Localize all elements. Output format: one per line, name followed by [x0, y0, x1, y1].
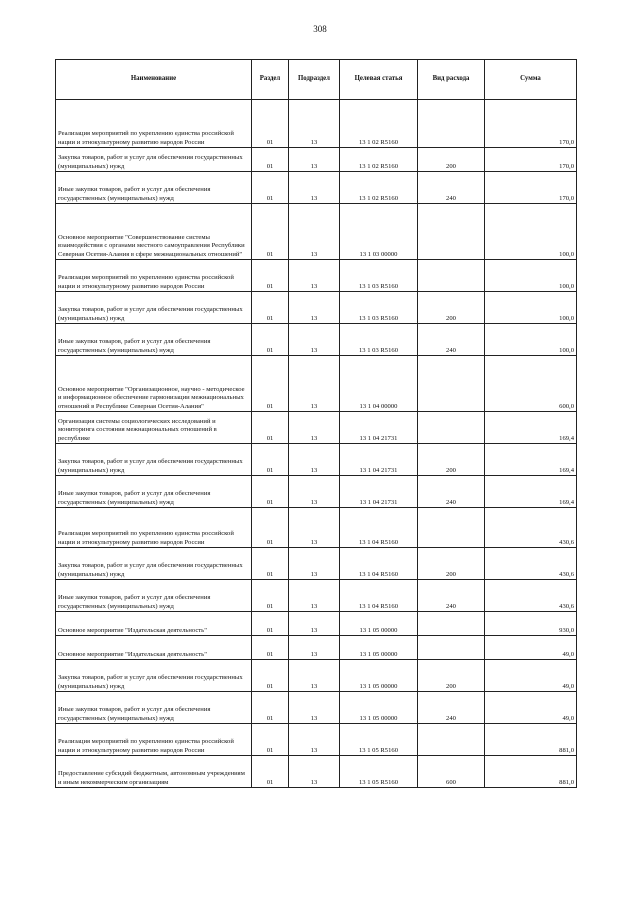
- row-summa: 881,0: [485, 756, 577, 788]
- row-razdel: 01: [252, 292, 289, 324]
- table-body: [56, 100, 577, 788]
- row-podrazdel: 13: [289, 260, 340, 292]
- row-statya: 13 1 04 00000: [340, 356, 418, 412]
- table-row: [56, 100, 577, 148]
- row-statya: 13 1 02 R5160: [340, 172, 418, 204]
- table-row: [56, 548, 577, 580]
- table-row: [56, 324, 577, 356]
- row-vid: [418, 260, 485, 292]
- row-statya: 13 1 04 R5160: [340, 508, 418, 548]
- row-vid: 240: [418, 172, 485, 204]
- row-podrazdel: 13: [289, 692, 340, 724]
- row-podrazdel: 13: [289, 636, 340, 660]
- table-row: [56, 444, 577, 476]
- row-summa: 49,0: [485, 636, 577, 660]
- row-name: Закупка товаров, работ и услуг для обеспечения государственных (муниципальных) нужд: [56, 148, 252, 172]
- header-statya: Целевая статья: [340, 60, 418, 100]
- row-razdel: 01: [252, 548, 289, 580]
- row-name: Закупка товаров, работ и услуг для обеспечения государственных (муниципальных) нужд: [56, 660, 252, 692]
- table-row: [56, 412, 577, 444]
- row-name: Иные закупки товаров, работ и услуг для обеспечения государственных (муниципальных) нужд: [56, 692, 252, 724]
- row-vid: [418, 412, 485, 444]
- row-vid: [418, 636, 485, 660]
- row-statya: 13 1 03 R5160: [340, 324, 418, 356]
- row-summa: 169,4: [485, 476, 577, 508]
- row-statya: 13 1 05 00000: [340, 692, 418, 724]
- row-summa: 100,0: [485, 324, 577, 356]
- row-podrazdel: 13: [289, 548, 340, 580]
- row-podrazdel: 13: [289, 756, 340, 788]
- header-razdel: Раздел: [252, 60, 289, 100]
- header-name: Наименование: [56, 60, 252, 100]
- row-name: Организация системы социологических исследований и мониторинга состояния межнациональных отношений в республике: [56, 412, 252, 444]
- row-summa: 170,0: [485, 172, 577, 204]
- row-summa: 49,0: [485, 660, 577, 692]
- row-statya: 13 1 05 00000: [340, 612, 418, 636]
- row-vid: 200: [418, 548, 485, 580]
- row-razdel: 01: [252, 756, 289, 788]
- row-name: Реализация мероприятий по укреплению единства российской нации и этнокультурному развитию народов России: [56, 260, 252, 292]
- row-razdel: 01: [252, 356, 289, 412]
- row-summa: 170,0: [485, 100, 577, 148]
- row-podrazdel: 13: [289, 580, 340, 612]
- row-podrazdel: 13: [289, 292, 340, 324]
- row-summa: 169,4: [485, 412, 577, 444]
- row-statya: 13 1 04 21731: [340, 476, 418, 508]
- row-name: Иные закупки товаров, работ и услуг для обеспечения государственных (муниципальных) нужд: [56, 476, 252, 508]
- table-row: [56, 172, 577, 204]
- row-name: Иные закупки товаров, работ и услуг для обеспечения государственных (муниципальных) нужд: [56, 580, 252, 612]
- row-vid: [418, 356, 485, 412]
- table-row: [56, 660, 577, 692]
- row-vid: 200: [418, 660, 485, 692]
- row-podrazdel: 13: [289, 612, 340, 636]
- row-razdel: 01: [252, 412, 289, 444]
- row-vid: 240: [418, 324, 485, 356]
- row-summa: 100,0: [485, 292, 577, 324]
- row-razdel: 01: [252, 324, 289, 356]
- row-statya: 13 1 04 R5160: [340, 548, 418, 580]
- row-razdel: 01: [252, 260, 289, 292]
- row-vid: 600: [418, 756, 485, 788]
- header-summa: Сумма: [485, 60, 577, 100]
- table-row: [56, 692, 577, 724]
- row-vid: [418, 724, 485, 756]
- row-name: Иные закупки товаров, работ и услуг для обеспечения государственных (муниципальных) нужд: [56, 324, 252, 356]
- header-podrazdel: Подраздел: [289, 60, 340, 100]
- row-podrazdel: 13: [289, 412, 340, 444]
- row-vid: 200: [418, 148, 485, 172]
- row-statya: 13 1 03 R5160: [340, 260, 418, 292]
- row-vid: 240: [418, 692, 485, 724]
- row-razdel: 01: [252, 692, 289, 724]
- row-summa: 169,4: [485, 444, 577, 476]
- page-number: 308: [313, 24, 327, 34]
- row-statya: 13 1 05 00000: [340, 636, 418, 660]
- row-statya: 13 1 05 00000: [340, 660, 418, 692]
- row-podrazdel: 13: [289, 508, 340, 548]
- row-vid: [418, 204, 485, 260]
- row-razdel: 01: [252, 100, 289, 148]
- row-summa: 930,0: [485, 612, 577, 636]
- row-summa: 100,0: [485, 204, 577, 260]
- row-razdel: 01: [252, 476, 289, 508]
- row-vid: [418, 508, 485, 548]
- row-statya: 13 1 05 R5160: [340, 724, 418, 756]
- row-statya: 13 1 04 R5160: [340, 580, 418, 612]
- row-razdel: 01: [252, 172, 289, 204]
- table-row: [56, 756, 577, 788]
- row-summa: 100,0: [485, 260, 577, 292]
- row-razdel: 01: [252, 580, 289, 612]
- row-vid: [418, 612, 485, 636]
- table-row: [56, 356, 577, 412]
- row-podrazdel: 13: [289, 356, 340, 412]
- budget-table: [55, 59, 577, 788]
- table-row: [56, 636, 577, 660]
- row-summa: 430,6: [485, 508, 577, 548]
- row-razdel: 01: [252, 724, 289, 756]
- row-razdel: 01: [252, 660, 289, 692]
- row-statya: 13 1 03 R5160: [340, 292, 418, 324]
- table-row: [56, 612, 577, 636]
- row-vid: 240: [418, 580, 485, 612]
- row-podrazdel: 13: [289, 100, 340, 148]
- row-summa: 430,6: [485, 548, 577, 580]
- table-row: [56, 580, 577, 612]
- header-vid: Вид расхода: [418, 60, 485, 100]
- table-row: [56, 508, 577, 548]
- table-row: [56, 204, 577, 260]
- table-row: [56, 260, 577, 292]
- row-razdel: 01: [252, 508, 289, 548]
- row-statya: 13 1 02 R5160: [340, 148, 418, 172]
- row-statya: 13 1 05 R5160: [340, 756, 418, 788]
- row-podrazdel: 13: [289, 324, 340, 356]
- row-name: Реализация мероприятий по укреплению единства российской нации и этнокультурному развитию народов России: [56, 724, 252, 756]
- row-vid: 200: [418, 444, 485, 476]
- row-podrazdel: 13: [289, 204, 340, 260]
- row-podrazdel: 13: [289, 476, 340, 508]
- row-podrazdel: 13: [289, 444, 340, 476]
- table-row: [56, 148, 577, 172]
- row-summa: 430,6: [485, 580, 577, 612]
- row-vid: [418, 100, 485, 148]
- row-name: Основное мероприятие "Организационное, научно - методическое и информационное обеспечение гармонизации межнациональных отношений в Республике Северная Осетия-Алания": [56, 356, 252, 412]
- row-vid: 240: [418, 476, 485, 508]
- row-name: Закупка товаров, работ и услуг для обеспечения государственных (муниципальных) нужд: [56, 292, 252, 324]
- row-summa: 49,0: [485, 692, 577, 724]
- row-name: Закупка товаров, работ и услуг для обеспечения государственных (муниципальных) нужд: [56, 548, 252, 580]
- table-header-row: [56, 60, 577, 100]
- row-statya: 13 1 03 00000: [340, 204, 418, 260]
- row-razdel: 01: [252, 444, 289, 476]
- row-podrazdel: 13: [289, 724, 340, 756]
- row-name: Основное мероприятие "Совершенствование системы взаимодействия с органами местного самоуправления Республики Северная Осетия-Алания в сфере межнациональных отношений": [56, 204, 252, 260]
- row-razdel: 01: [252, 148, 289, 172]
- row-vid: 200: [418, 292, 485, 324]
- row-name: Закупка товаров, работ и услуг для обеспечения государственных (муниципальных) нужд: [56, 444, 252, 476]
- row-podrazdel: 13: [289, 148, 340, 172]
- table-row: [56, 724, 577, 756]
- table-row: [56, 476, 577, 508]
- row-summa: 881,0: [485, 724, 577, 756]
- row-statya: 13 1 04 21731: [340, 444, 418, 476]
- row-name: Основное мероприятие "Издательская деятельность": [56, 636, 252, 660]
- row-razdel: 01: [252, 636, 289, 660]
- row-name: Основное мероприятие "Издательская деятельность": [56, 612, 252, 636]
- row-name: Иные закупки товаров, работ и услуг для обеспечения государственных (муниципальных) нужд: [56, 172, 252, 204]
- row-podrazdel: 13: [289, 660, 340, 692]
- row-name: Реализация мероприятий по укреплению единства российской нации и этнокультурному развитию народов России: [56, 100, 252, 148]
- row-statya: 13 1 04 21731: [340, 412, 418, 444]
- row-summa: 170,0: [485, 148, 577, 172]
- row-statya: 13 1 02 R5160: [340, 100, 418, 148]
- row-summa: 600,0: [485, 356, 577, 412]
- row-razdel: 01: [252, 204, 289, 260]
- row-name: Предоставление субсидий бюджетным, автономным учреждениям и иным некоммерческим организациям: [56, 756, 252, 788]
- row-podrazdel: 13: [289, 172, 340, 204]
- row-name: Реализация мероприятий по укреплению единства российской нации и этнокультурному развитию народов России: [56, 508, 252, 548]
- table-row: [56, 292, 577, 324]
- row-razdel: 01: [252, 612, 289, 636]
